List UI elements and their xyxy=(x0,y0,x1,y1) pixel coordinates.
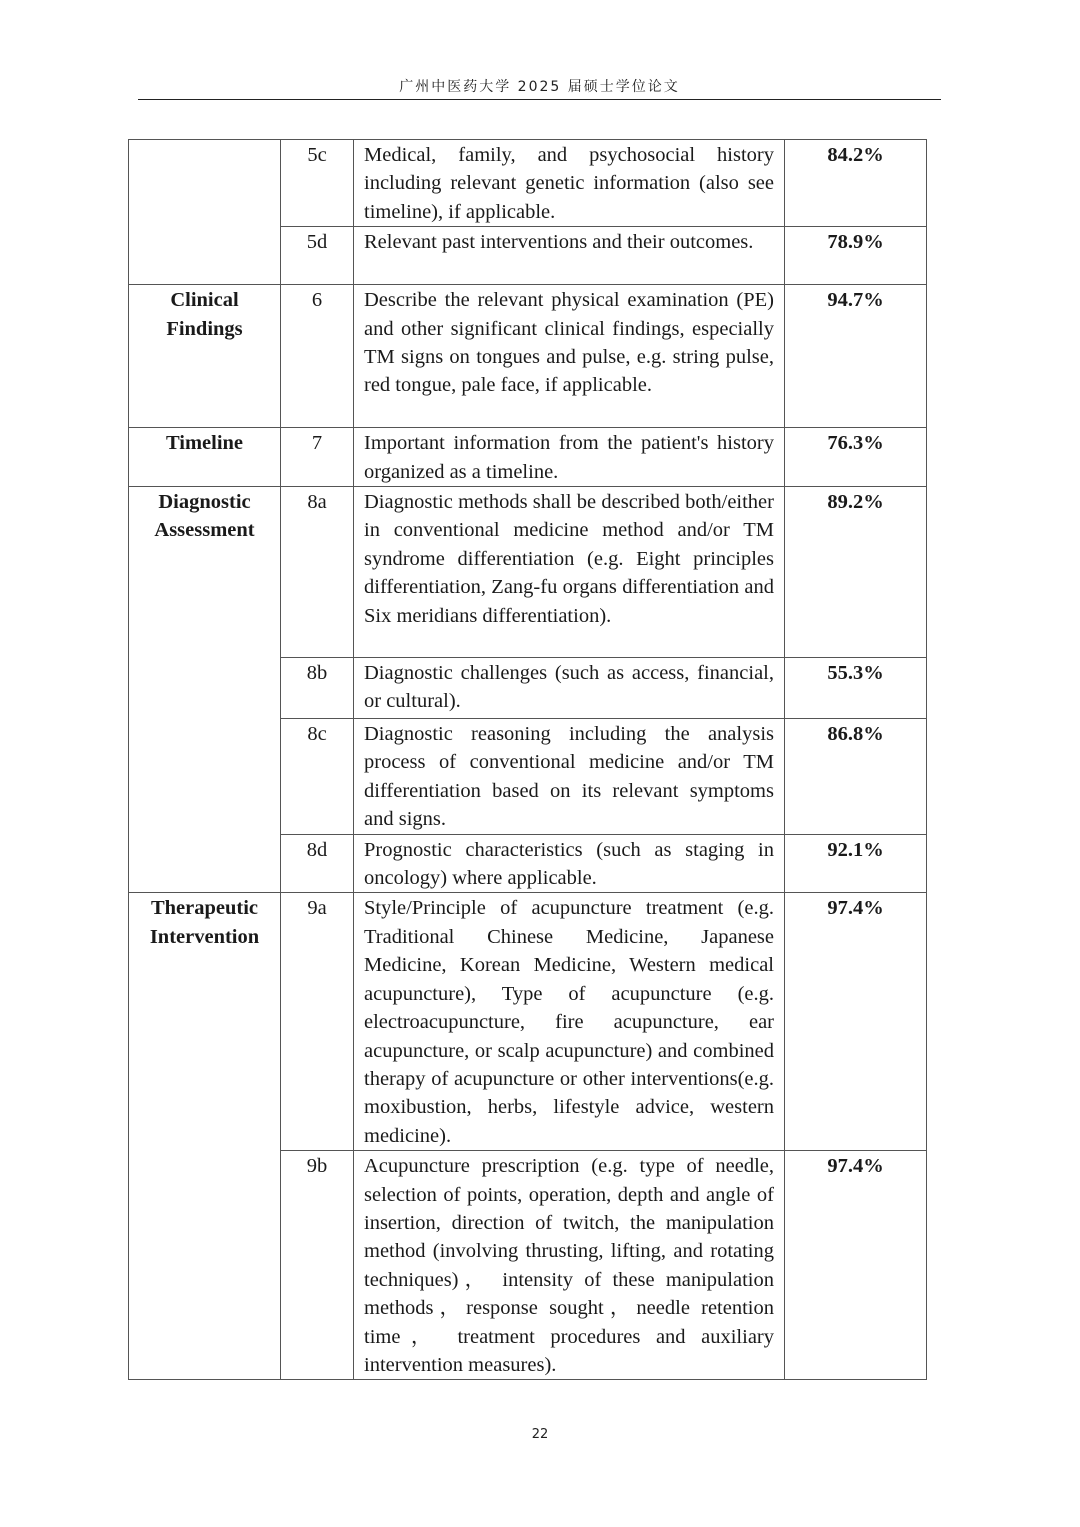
item-number: 8a xyxy=(281,487,354,658)
item-description: Prognostic characteristics (such as staging in oncology) where applicable. xyxy=(354,834,785,893)
item-number: 7 xyxy=(281,428,354,487)
topic-cell: Diagnostic Assessment xyxy=(129,487,281,893)
item-description: Style/Principle of acupuncture treatment (e.g. Traditional Chinese Medicine, Japanese Medicine, Korean Medicine, Western medical acupuncture), Type of acupuncture (e.g. electroacupuncture, fire acupuncture, ear acupuncture, or scalp acupuncture) and combined therapy of acupuncture or other interventions(e.g. moxibustion, herbs, lifestyle advice, western medicine). xyxy=(354,893,785,1151)
item-number: 9b xyxy=(281,1151,354,1380)
table-row xyxy=(129,487,927,658)
item-description: Describe the relevant physical examination (PE) and other significant clinical findings, especially TM signs on tongues and pulse, e.g. string pulse, red tongue, pale face, if applicable. xyxy=(354,285,785,428)
item-percentage: 97.4% xyxy=(785,1151,927,1380)
item-percentage: 92.1% xyxy=(785,834,927,893)
header-rule xyxy=(138,99,941,100)
item-number: 5c xyxy=(281,140,354,227)
item-percentage: 76.3% xyxy=(785,428,927,487)
table-row xyxy=(129,893,927,1151)
item-percentage: 55.3% xyxy=(785,658,927,719)
page-number: 22 xyxy=(531,1427,549,1442)
table-row xyxy=(129,285,927,428)
item-description: Diagnostic reasoning including the analysis process of conventional medicine and/or TM differentiation based on its relevant symptoms and signs. xyxy=(354,719,785,835)
item-number: 5d xyxy=(281,227,354,285)
item-number: 8d xyxy=(281,834,354,893)
item-description: Diagnostic challenges (such as access, financial, or cultural). xyxy=(354,658,785,719)
item-percentage: 97.4% xyxy=(785,893,927,1151)
item-description: Acupuncture prescription (e.g. type of needle, selection of points, operation, depth and angle of insertion, direction of twitch, the manipulation method (involving thrusting, lifting, and rotating techniques)， intensity of these manipulation methods，response sought，needle retention time， treatment procedures and auxiliary intervention measures). xyxy=(354,1151,785,1380)
running-header: 广州中医药大学 2025 届硕士学位论文 xyxy=(399,79,680,95)
table-row xyxy=(129,428,927,487)
checklist-table xyxy=(128,139,927,1380)
topic-cell: Timeline xyxy=(129,428,281,487)
table-row xyxy=(129,140,927,227)
item-number: 6 xyxy=(281,285,354,428)
item-number: 9a xyxy=(281,893,354,1151)
item-percentage: 86.8% xyxy=(785,719,927,835)
item-percentage: 78.9% xyxy=(785,227,927,285)
topic-cell xyxy=(129,140,281,285)
topic-cell: Therapeutic Intervention xyxy=(129,893,281,1380)
item-description: Medical, family, and psychosocial history including relevant genetic information (also see timeline), if applicable. xyxy=(354,140,785,227)
item-description: Important information from the patient's history organized as a timeline. xyxy=(354,428,785,487)
item-description: Diagnostic methods shall be described both/either in conventional medicine method and/or TM syndrome differentiation (e.g. Eight principles differentiation, Zang-fu organs differentiation and Six meridians differentiation). xyxy=(354,487,785,658)
item-number: 8b xyxy=(281,658,354,719)
topic-cell: Clinical Findings xyxy=(129,285,281,428)
item-number: 8c xyxy=(281,719,354,835)
item-percentage: 84.2% xyxy=(785,140,927,227)
item-percentage: 89.2% xyxy=(785,487,927,658)
item-description: Relevant past interventions and their outcomes. xyxy=(354,227,785,285)
item-percentage: 94.7% xyxy=(785,285,927,428)
